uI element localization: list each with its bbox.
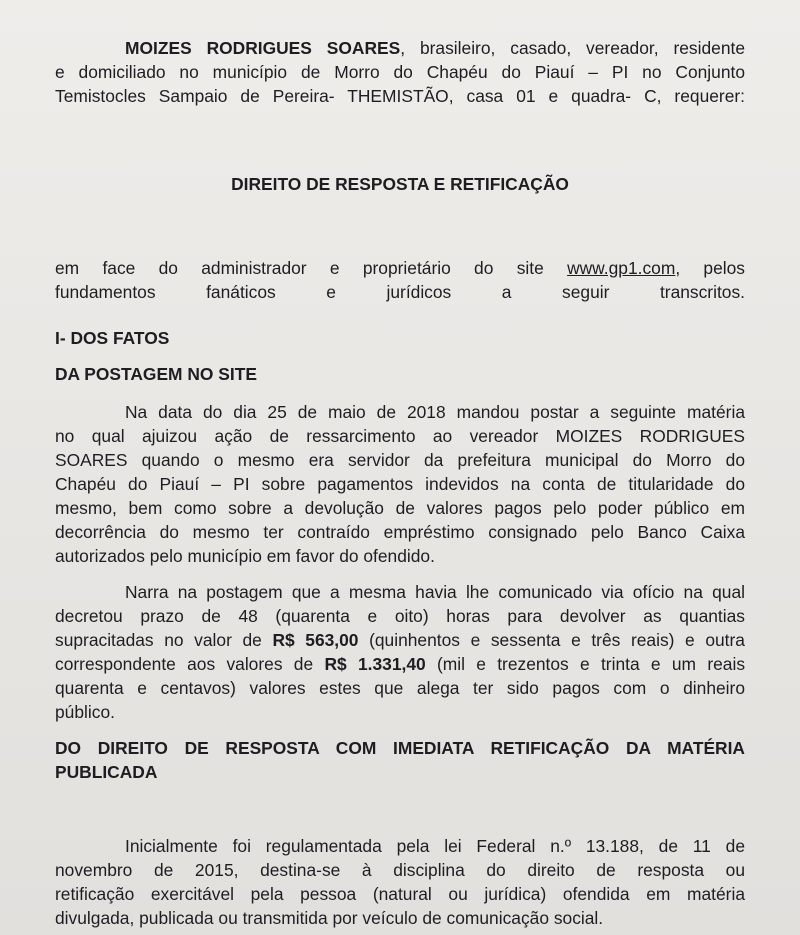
face-paragraph <box>55 256 745 304</box>
requester-name: MOIZES RODRIGUES SOARES <box>125 38 401 58</box>
narration-line-2: decretou prazo de 48 (quarenta e oito) horas para devolver as quantias <box>55 606 745 626</box>
intro-paragraph <box>55 36 745 108</box>
facts-line-7: autorizados pelo município em favor do ofendido. <box>55 546 435 566</box>
intro-line-3: Temistocles Sampaio de Pereira- THEMISTÃO, casa 01 e quadra- C, requerer: <box>55 86 745 106</box>
narration-line-1: Narra na postagem que a mesma havia lhe comunicado via ofício na qual <box>125 582 745 602</box>
narration-line-4: correspondente aos valores de R$ 1.331,40 (mil e trezentos e trinta e um reais <box>55 654 746 674</box>
facts-line-3: SOARES quando o mesmo era servidor da prefeitura municipal do Morro do <box>55 450 745 470</box>
section-heading-right-of-reply <box>55 736 745 784</box>
law-line-4: divulgada, publicada ou transmitida por veículo de comunicação social. <box>55 908 604 928</box>
section-heading-facts: I- DOS FATOS <box>55 328 170 348</box>
amount-2: R$ 1.331,40 <box>324 654 426 674</box>
intro-line-1: MOIZES RODRIGUES SOARES, brasileiro, casado, vereador, residente <box>125 38 746 58</box>
amount-1: R$ 563,00 <box>272 630 359 650</box>
section2-line-2: PUBLICADA <box>55 762 158 782</box>
face-line-2: fundamentos fanáticos e jurídicos a seguir transcritos. <box>55 282 745 302</box>
face-line-1: em face do administrador e proprietário do site www.gp1.com, pelos <box>55 258 746 278</box>
law-line-3: retificação exercitável pela pessoa (natural ou jurídica) ofendida em matéria <box>55 884 745 904</box>
narration-paragraph <box>55 580 745 724</box>
narration-line-3: supracitadas no valor de R$ 563,00 (quinhentos e sessenta e três reais) e outra <box>55 630 745 650</box>
law-paragraph <box>55 834 745 930</box>
narration-line-5: quarenta e centavos) valores estes que alega ter sido pagos com o dinheiro <box>55 678 745 698</box>
site-link[interactable]: www.gp1.com <box>567 258 676 278</box>
law-line-2: novembro de 2015, destina-se à disciplina do direito de resposta ou <box>55 860 745 880</box>
narration-line-6: público. <box>55 702 115 722</box>
document-title: DIREITO DE RESPOSTA E RETIFICAÇÃO <box>231 174 569 194</box>
section2-line-1: DO DIREITO DE RESPOSTA COM IMEDIATA RETIFICAÇÃO DA MATÉRIA <box>55 738 745 758</box>
facts-line-1: Na data do dia 25 de maio de 2018 mandou postar a seguinte matéria <box>125 402 745 422</box>
subsection-heading-post: DA POSTAGEM NO SITE <box>55 364 257 384</box>
facts-paragraph <box>55 400 745 568</box>
facts-line-2: no qual ajuizou ação de ressarcimento ao vereador MOIZES RODRIGUES <box>55 426 745 446</box>
facts-line-6: decorrência do mesmo ter contraído empréstimo consignado pelo Banco Caixa <box>55 522 745 542</box>
facts-line-4: Chapéu do Piauí – PI sobre pagamentos indevidos na conta de titularidade do <box>55 474 745 494</box>
facts-line-5: mesmo, bem como sobre a devolução de valores pagos pelo poder público em <box>55 498 745 518</box>
intro-line-2: e domiciliado no município de Morro do Chapéu do Piauí – PI no Conjunto <box>55 62 745 82</box>
law-line-1: Inicialmente foi regulamentada pela lei Federal n.º 13.188, de 11 de <box>125 836 745 856</box>
